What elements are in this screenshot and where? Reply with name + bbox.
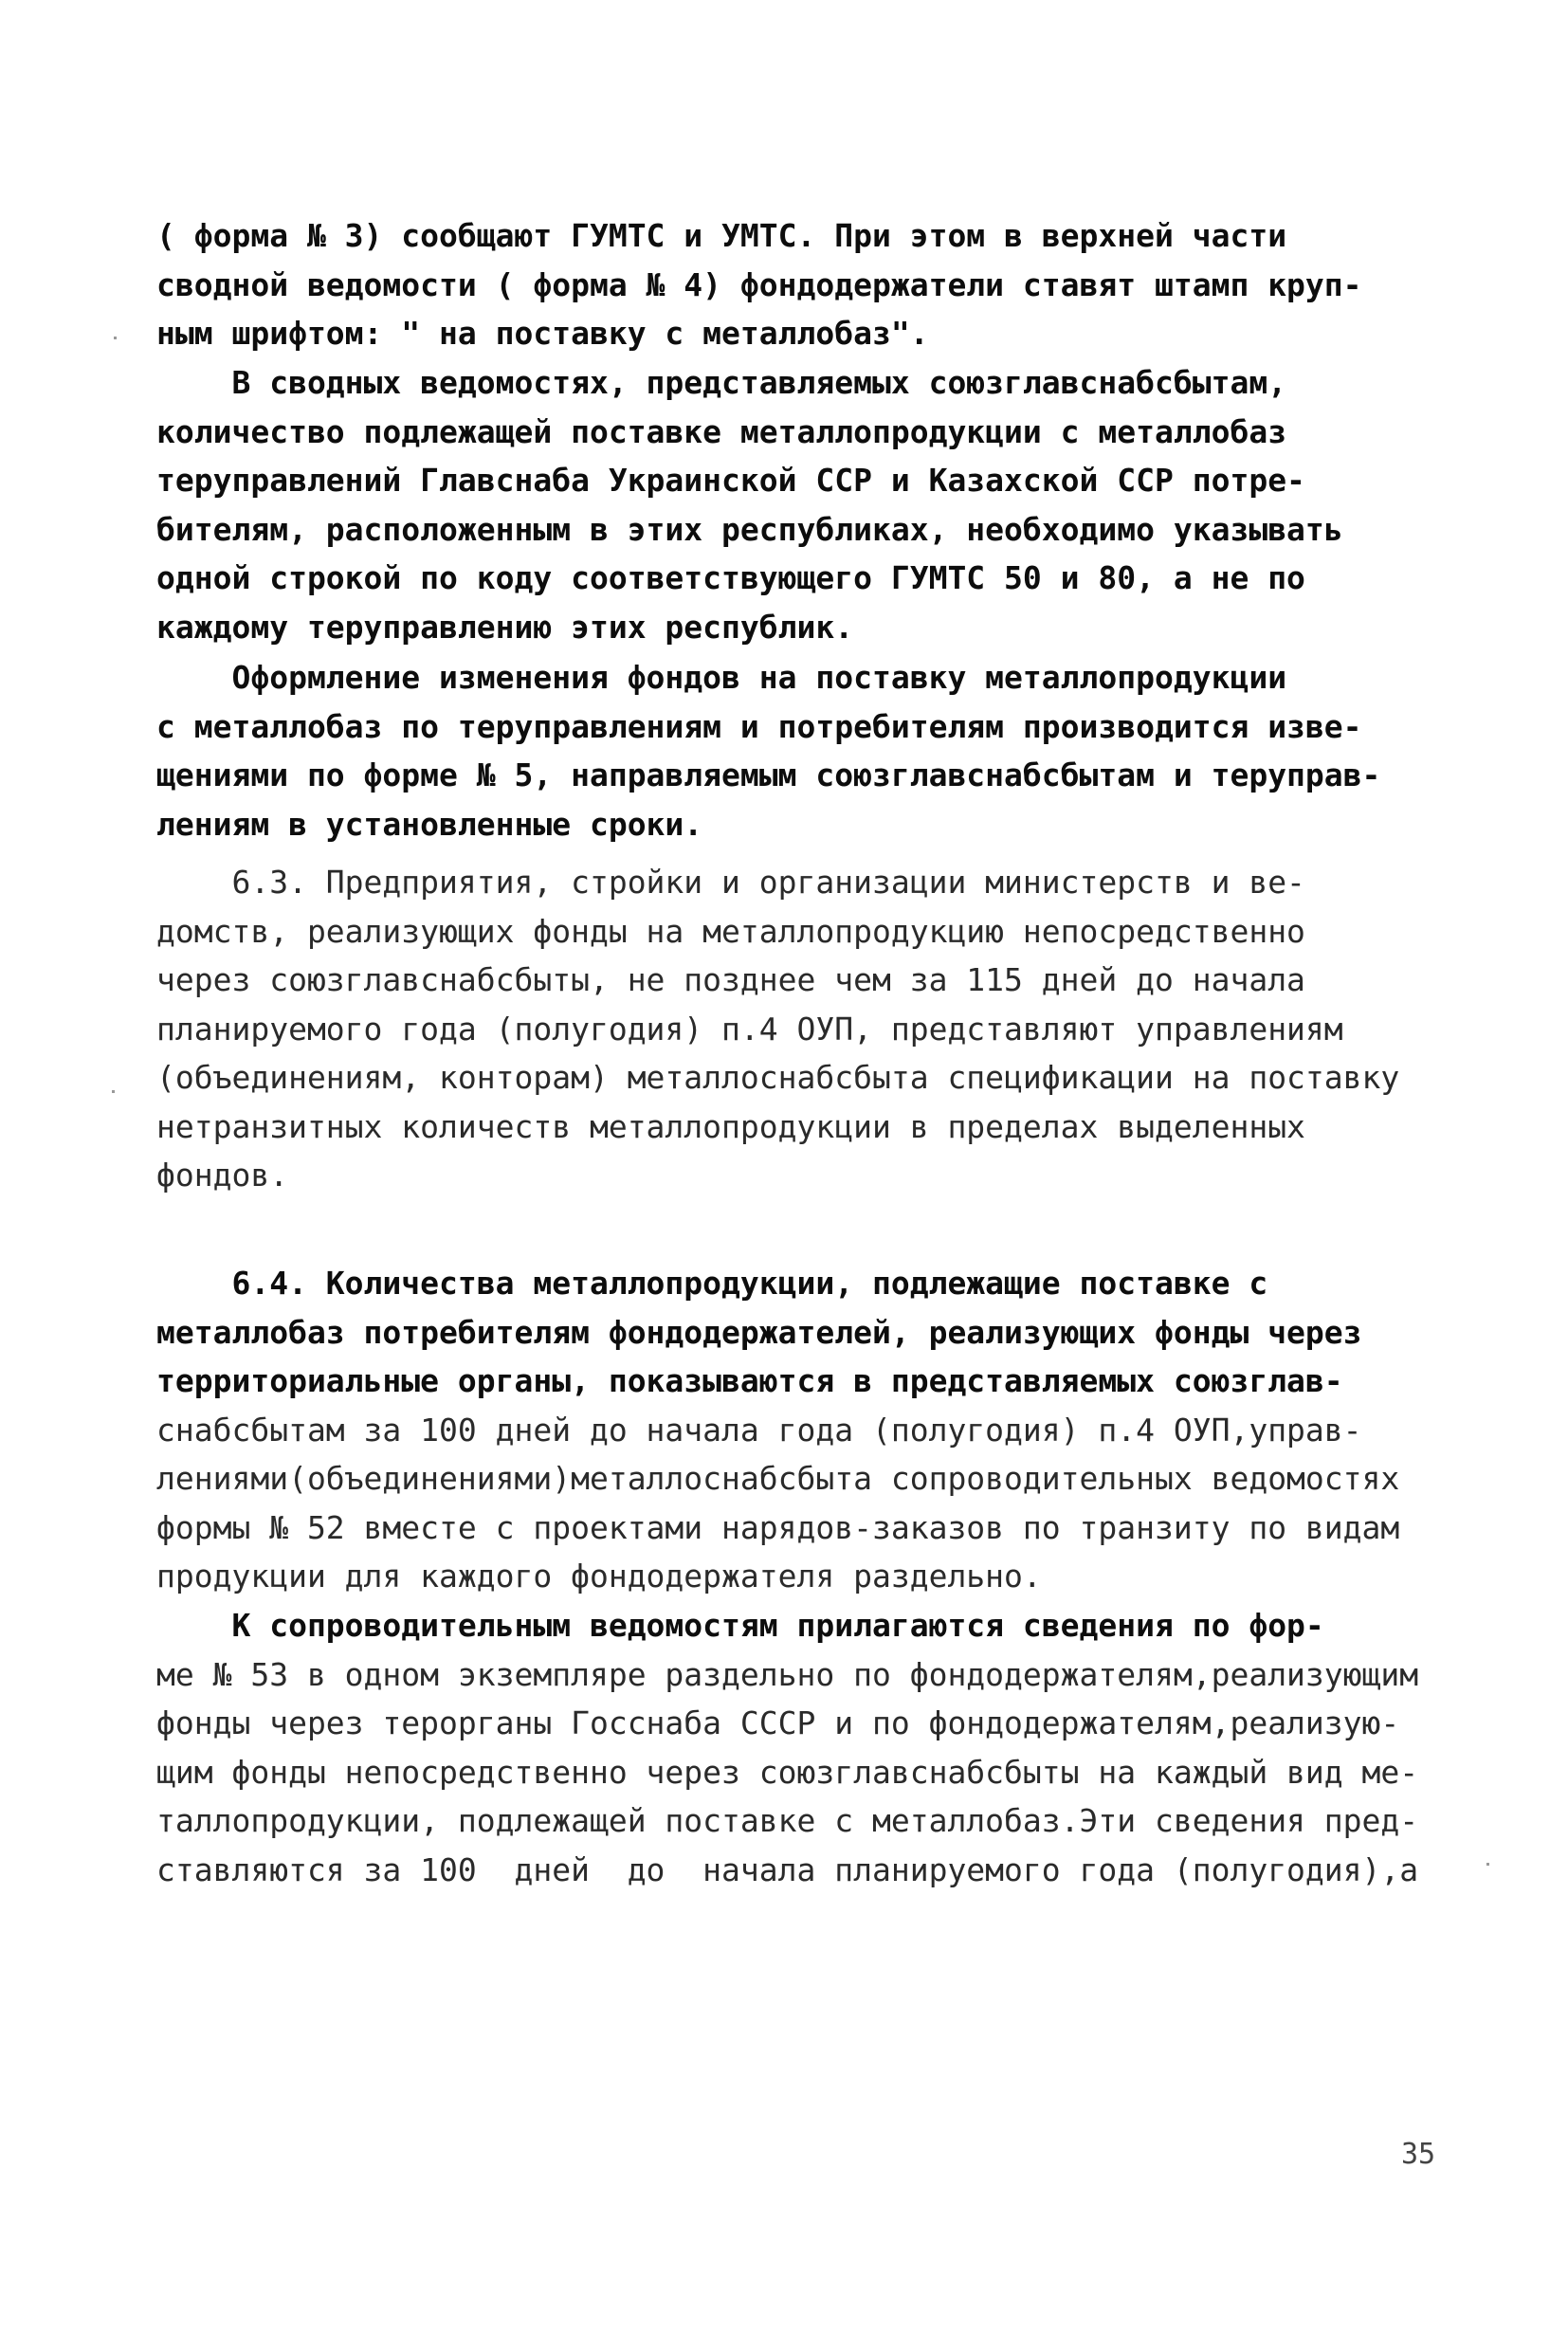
paragraph-forma-3 — [156, 211, 1455, 358]
text-line: лениям в установленные сроки. — [156, 805, 703, 843]
paragraph-6-3 — [156, 858, 1455, 1200]
paragraph-soprovoditelnye — [156, 1601, 1455, 1894]
text-line: территориальные органы, показываются в представляемых союзглав- — [156, 1362, 1343, 1399]
text-line: К сопроводительным ведомостям прилагаются сведения по фор- — [156, 1607, 1324, 1644]
text-line: продукции для каждого фондодержателя раздельно. — [156, 1558, 1042, 1595]
text-line: металлобаз потребителям фондодержателей, реализующих фонды через — [156, 1313, 1362, 1351]
text-line: щим фонды непосредственно через союзглавснабсбыты на каждый вид ме- — [156, 1753, 1419, 1791]
text-line: (объединениям, конторам) металлоснабсбыта спецификации на поставку — [156, 1059, 1400, 1096]
text-line: 6.3. Предприятия, стройки и организации министерств и ве- — [156, 864, 1305, 901]
text-line: через союзглавснабсбыты, не позднее чем за 115 дней до начала — [156, 961, 1305, 998]
text-line: фонды через терорганы Госснаба СССР и по фондодержателям,реализую- — [156, 1704, 1400, 1741]
text-line: ным шрифтом: " на поставку с металлобаз". — [156, 315, 929, 352]
text-line: лениями(объединениями)металлоснабсбыта сопроводительных ведомостях — [156, 1460, 1400, 1497]
text-line: В сводных ведомостях, представляемых союзглавснабсбытам, — [156, 364, 1287, 401]
text-line: теруправлений Главснаба Украинской ССР и Казахской ССР потре- — [156, 462, 1305, 499]
text-line: ( форма № 3) сообщают ГУМТС и УМТС. При этом в верхней части — [156, 217, 1287, 254]
text-line: щениями по форме № 5, направляемым союзглавснабсбытам и теруправ- — [156, 756, 1381, 793]
text-line: нетранзитных количеств металлопродукции в пределах выделенных — [156, 1107, 1305, 1145]
scan-speck — [114, 337, 117, 339]
text-line: 6.4. Количества металлопродукции, подлежащие поставке с — [156, 1265, 1268, 1302]
text-line: фондов. — [156, 1157, 289, 1194]
page-number: 35 — [1401, 2138, 1436, 2171]
text-line: каждому теруправлению этих республик. — [156, 608, 854, 646]
text-line: с металлобаз по теруправлениям и потребителям производится изве- — [156, 707, 1362, 745]
text-line: ме № 53 в одном экземпляре раздельно по фондодержателям,реализующим — [156, 1655, 1419, 1693]
text-line: количество подлежащей поставке металлопродукции с металлобаз — [156, 412, 1287, 450]
text-line: снабсбытам за 100 дней до начала года (полугодия) п.4 ОУП,управ- — [156, 1411, 1362, 1449]
text-line: ставляются за 100 дней до начала планируемого года (полугодия),а — [156, 1850, 1419, 1888]
text-line: Оформление изменения фондов на поставку металлопродукции — [156, 659, 1287, 696]
text-line: планируемого года (полугодия) п.4 ОУП, представляют управлениям — [156, 1010, 1343, 1048]
paragraph-oformlenie-izmeneniya — [156, 653, 1455, 848]
paragraph-svodnye-vedomosti — [156, 358, 1455, 651]
scan-speck — [112, 1090, 115, 1093]
text-line: одной строкой по коду соответствующего ГУМТС 50 и 80, а не по — [156, 559, 1305, 596]
text-line: формы № 52 вместе с проектами нарядов-заказов по транзиту по видам — [156, 1508, 1400, 1546]
paragraph-6-4 — [156, 1259, 1455, 1601]
text-line: бителям, расположенным в этих республиках, необходимо указывать — [156, 510, 1343, 548]
text-line: домств, реализующих фонды на металлопродукцию непосредственно — [156, 912, 1305, 950]
text-line: таллопродукции, подлежащей поставке с металлобаз.Эти сведения пред- — [156, 1802, 1419, 1839]
text-line: сводной ведомости ( форма № 4) фондодержатели ставят штамп круп- — [156, 265, 1362, 303]
scan-speck — [1486, 1863, 1489, 1866]
